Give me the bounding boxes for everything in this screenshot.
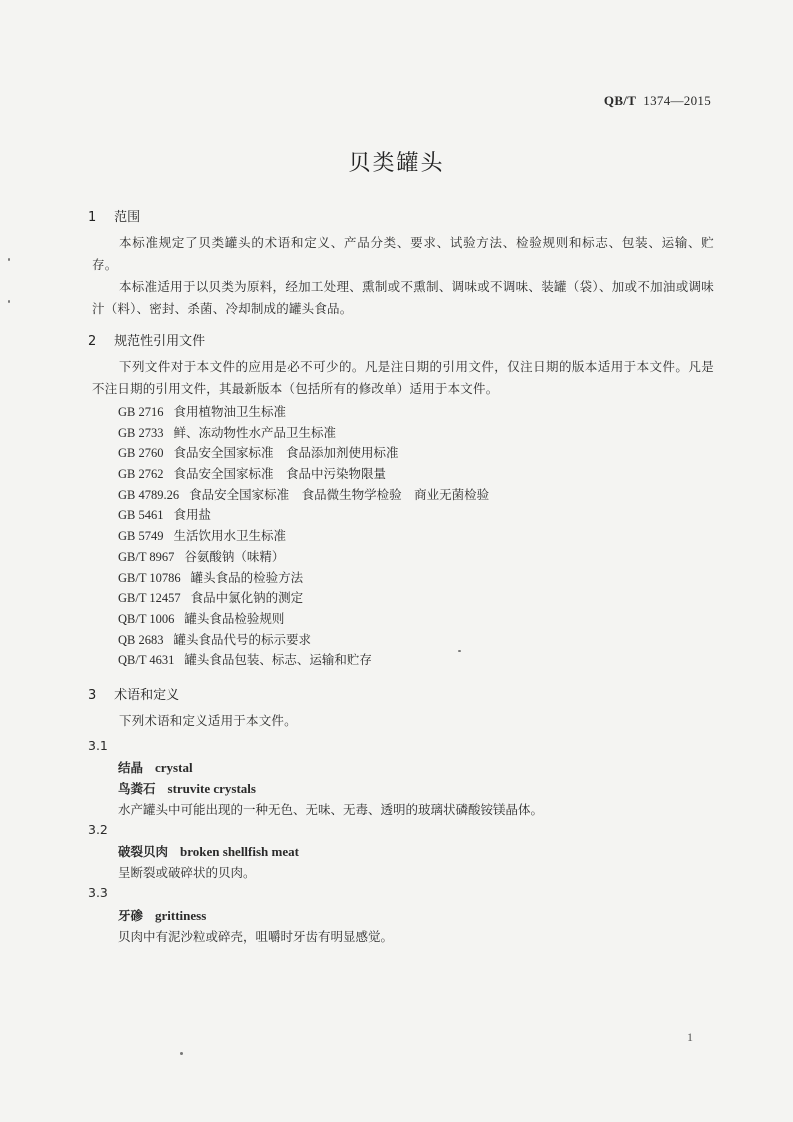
section-number: 2 <box>88 334 97 349</box>
reference-code: GB 2762 <box>118 467 164 482</box>
term-zh: 牙碜 <box>118 908 144 923</box>
scan-speck <box>458 650 461 652</box>
term-number: 3.3 <box>88 885 108 900</box>
terms-intro: 下列术语和定义适用于本文件。 <box>119 713 297 728</box>
term-alt-en: struvite crystals <box>167 781 256 796</box>
reference-code: QB/T 1006 <box>118 611 175 626</box>
reference-list <box>118 402 489 671</box>
document-title: 贝类罐头 <box>348 151 445 176</box>
section-title: 规范性引用文件 <box>114 334 206 349</box>
reference-code: GB/T 12457 <box>118 591 181 606</box>
reference-item <box>118 650 489 671</box>
reference-title: 鲜、冻动物性水产品卫生标准 <box>173 424 337 440</box>
reference-title: 谷氨酸钠（味精） <box>184 548 285 564</box>
term-definition: 贝肉中有泥沙粒或碎壳，咀嚼时牙齿有明显感觉。 <box>118 929 394 944</box>
term-heading <box>118 906 206 924</box>
section-heading-terms <box>88 684 179 703</box>
section-heading-normative <box>88 330 205 349</box>
scope-paragraph-1: 本标准规定了贝类罐头的术语和定义、产品分类、要求、试验方法、检验规则和标志、包装、运输、贮存。 <box>92 235 714 272</box>
term-heading <box>118 842 299 860</box>
scan-speck <box>180 1052 183 1055</box>
reference-title: 食用盐 <box>173 507 212 523</box>
reference-code: GB 4789.26 <box>118 487 180 502</box>
reference-item <box>118 443 489 464</box>
reference-title: 罐头食品包装、标志、运输和贮存 <box>184 652 372 668</box>
reference-title: 罐头食品检验规则 <box>184 610 285 626</box>
term-en: crystal <box>155 760 193 775</box>
reference-title: 食品安全国家标准 食品中污染物限量 <box>173 466 387 482</box>
term-heading <box>118 758 193 776</box>
reference-item <box>118 464 489 485</box>
scope-paragraph-2: 本标准适用于以贝类为原料，经加工处理、熏制或不熏制、调味或不调味、装罐（袋）、加或不加油或调味汁（料）、密封、杀菌、冷却制成的罐头食品。 <box>92 279 714 316</box>
reference-code: GB/T 10786 <box>118 570 181 585</box>
section-number: 1 <box>88 210 97 225</box>
term-en: broken shellfish meat <box>180 844 299 859</box>
reference-title: 罐头食品的检验方法 <box>190 569 304 585</box>
reference-code: QB 2683 <box>118 632 164 647</box>
reference-code: GB/T 8967 <box>118 549 175 564</box>
scan-speck <box>8 300 10 303</box>
reference-code: GB 2733 <box>118 425 164 440</box>
reference-item <box>118 609 489 630</box>
section-number: 3 <box>88 688 97 703</box>
term-definition: 呈断裂或破碎状的贝肉。 <box>118 865 256 880</box>
reference-title: 食品安全国家标准 食品添加剂使用标准 <box>173 445 399 461</box>
standard-code <box>604 93 711 109</box>
reference-code: GB 2760 <box>118 446 164 461</box>
scan-speck <box>8 258 10 261</box>
reference-item <box>118 402 489 423</box>
reference-title: 生活饮用水卫生标准 <box>173 528 287 544</box>
reference-item <box>118 423 489 444</box>
reference-code: GB 2716 <box>118 405 164 419</box>
section-title: 范围 <box>114 210 141 225</box>
section-title: 术语和定义 <box>114 688 180 703</box>
reference-code: GB 5461 <box>118 508 164 523</box>
reference-title: 食品安全国家标准 食品微生物学检验 商业无菌检验 <box>189 486 490 502</box>
term-definition: 水产罐头中可能出现的一种无色、无味、无毒、透明的玻璃状磷酸铵镁晶体。 <box>118 802 544 817</box>
reference-title: 罐头食品代号的标示要求 <box>173 631 312 647</box>
reference-item <box>118 568 489 589</box>
term-alt-zh: 鸟粪石 <box>118 781 156 796</box>
reference-code: QB/T 4631 <box>118 653 175 668</box>
page-number: 1 <box>687 1030 693 1044</box>
reference-title: 食用植物油卫生标准 <box>173 404 287 419</box>
standard-prefix: QB/T <box>603 93 637 108</box>
section-heading-scope <box>88 206 140 225</box>
reference-code: GB 5749 <box>118 529 164 544</box>
reference-item <box>118 630 489 651</box>
reference-item <box>118 485 489 506</box>
reference-item <box>118 588 489 609</box>
reference-item <box>118 526 489 547</box>
reference-title: 食品中氯化钠的测定 <box>190 590 304 606</box>
term-number: 3.2 <box>88 822 108 837</box>
term-alt-heading <box>118 779 256 797</box>
term-zh: 结晶 <box>118 760 144 775</box>
reference-item <box>118 547 489 568</box>
term-zh: 破裂贝肉 <box>118 844 169 859</box>
term-number: 3.1 <box>88 738 108 753</box>
reference-item <box>118 505 489 526</box>
term-en: grittiness <box>155 908 207 923</box>
standard-number: 1374—2015 <box>643 93 711 108</box>
normative-intro: 下列文件对于本文件的应用是必不可少的。凡是注日期的引用文件，仅注日期的版本适用于本文件。凡是不注日期的引用文件，其最新版本（包括所有的修改单）适用于本文件。 <box>92 359 714 396</box>
